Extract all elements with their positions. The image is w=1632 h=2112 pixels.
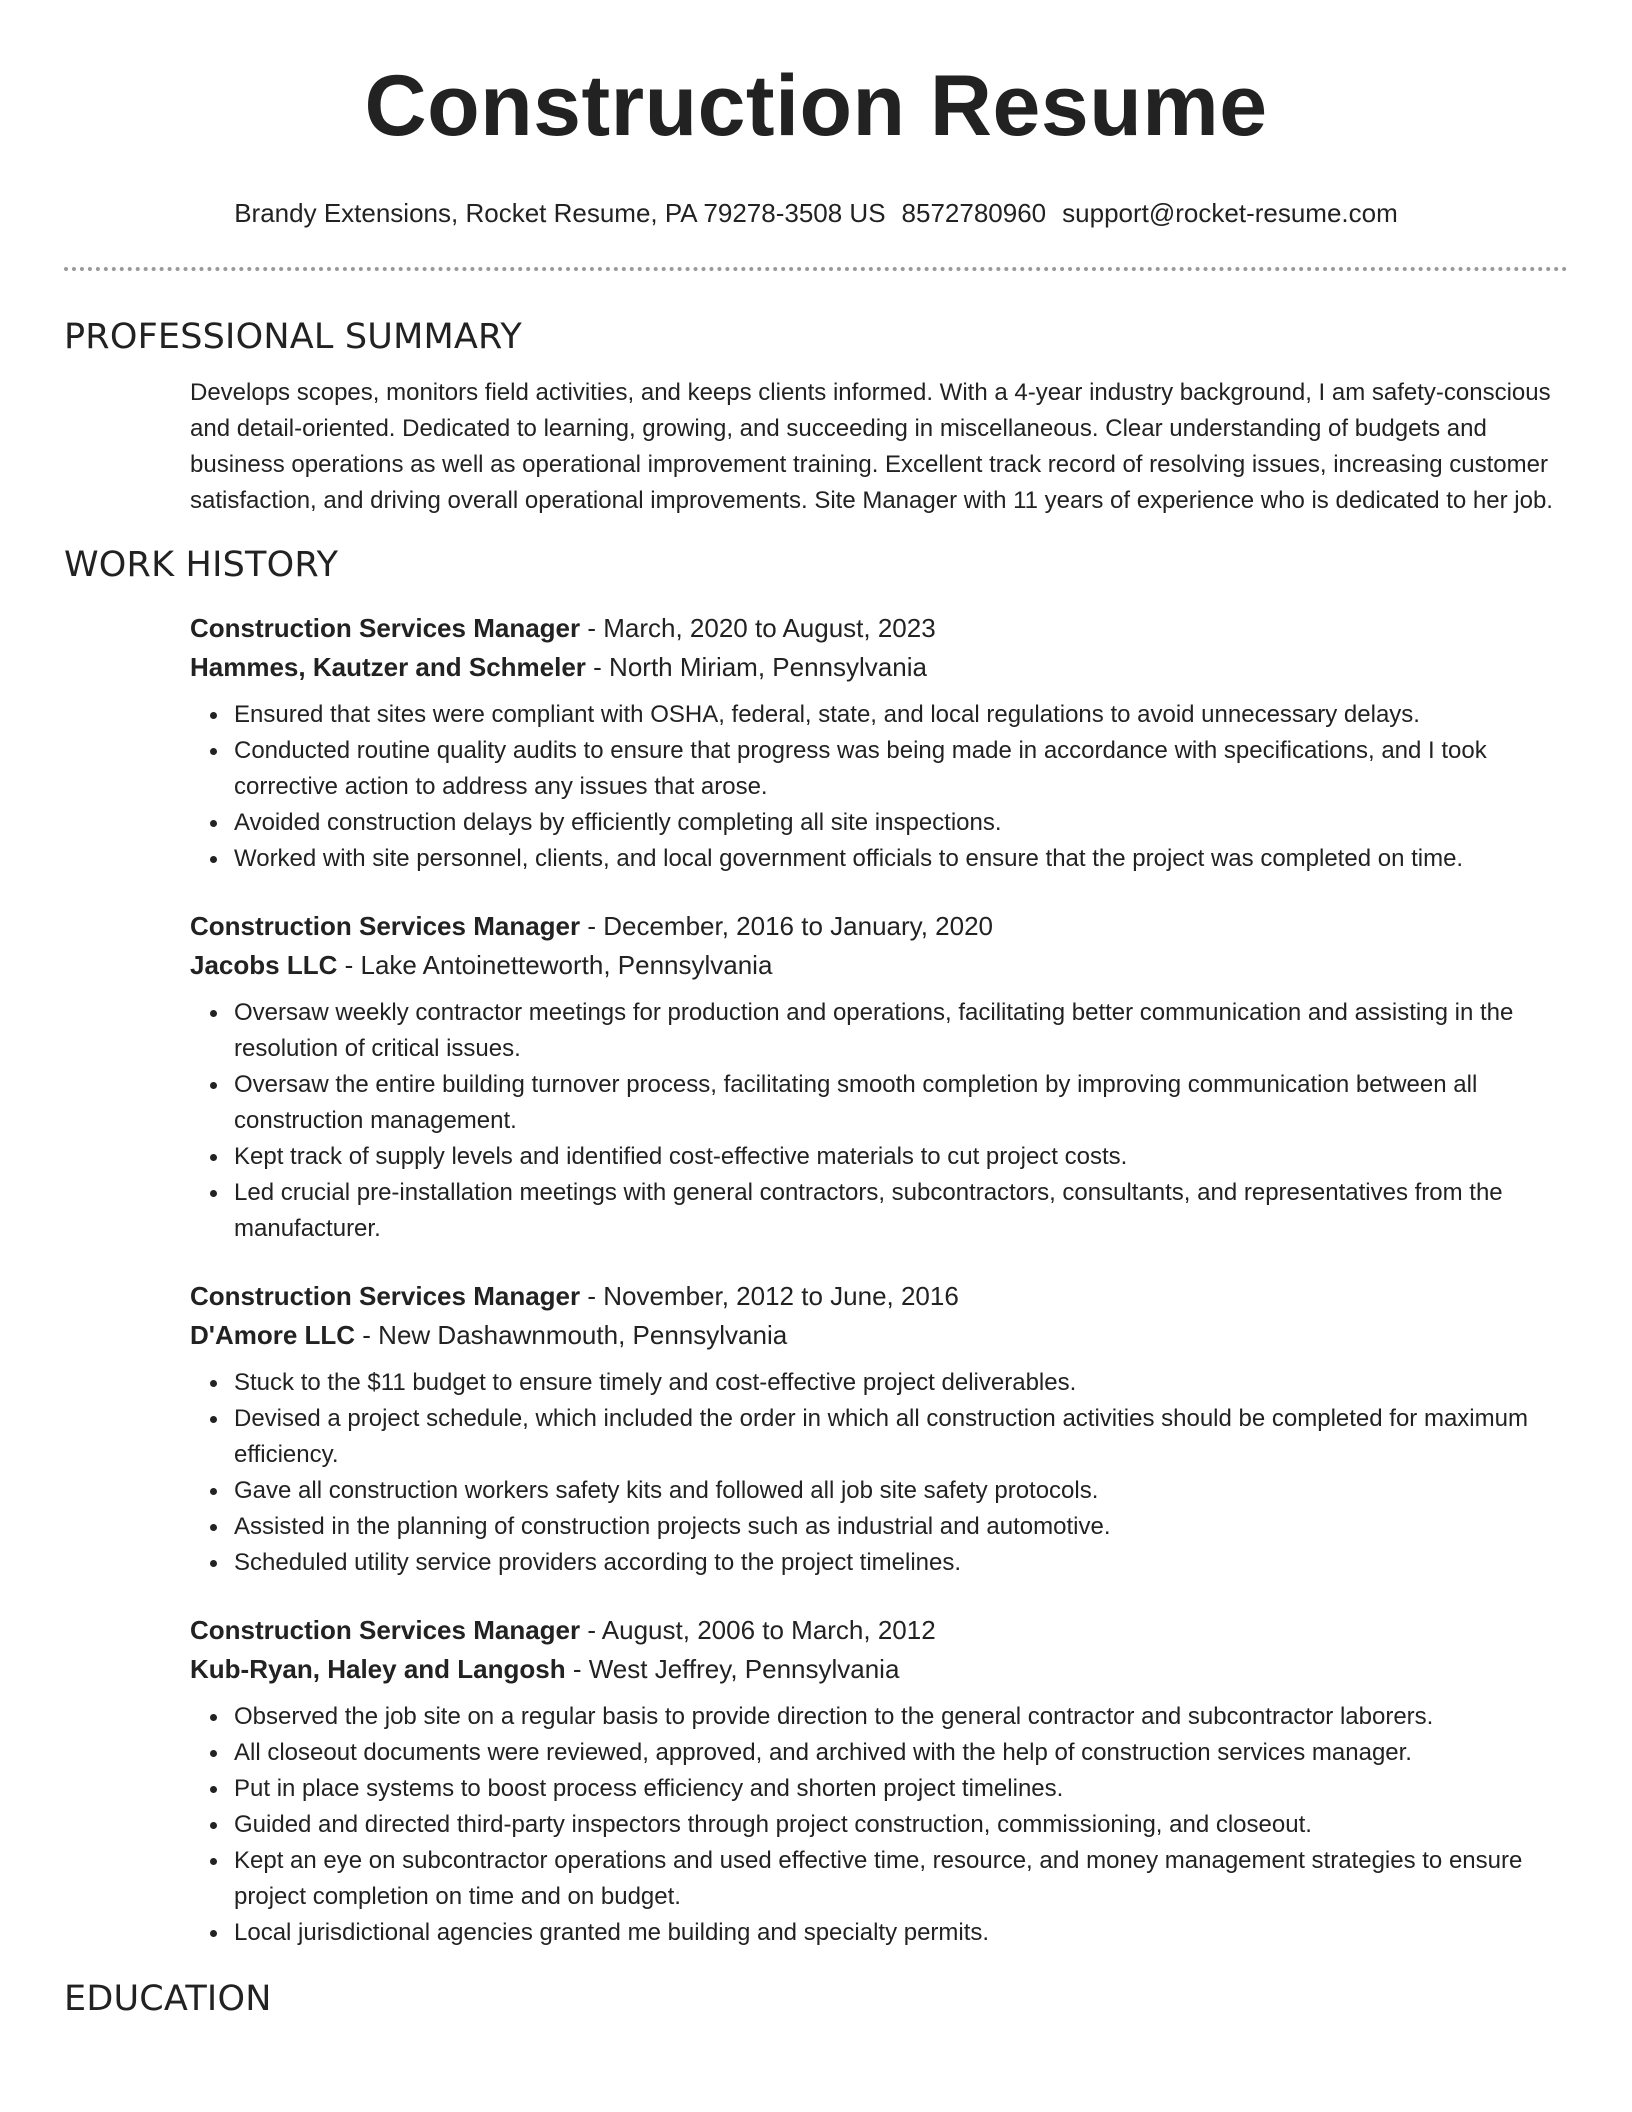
job-location: - West Jeffrey, Pennsylvania (565, 1654, 900, 1684)
job-bullet: Conducted routine quality audits to ensure that progress was being made in accordance with specifications, and I took corrective action to address any issues that arose. (190, 733, 1570, 805)
summary-heading: PROFESSIONAL SUMMARY (64, 317, 522, 357)
job-company-line (190, 1316, 1568, 1355)
job-bullet: Guided and directed third-party inspectors through project construction, commissioning, and closeout. (190, 1807, 1570, 1843)
job-title: Construction Services Manager (190, 613, 581, 643)
job-company: Hammes, Kautzer and Schmeler (190, 652, 586, 682)
job-company: D'Amore LLC (190, 1320, 356, 1350)
summary-text: Develops scopes, monitors field activities, and keeps clients informed. With a 4-year industry background, I am safety-conscious and detail-oriented. Dedicated to learning, growing, and succeeding in miscellaneous. Clear understanding of budgets and business operations as well as operational improvement training. Excellent track record of resolving issues, increasing customer satisfaction, and driving overall operational improvements. Site Manager with 11 years of experience who is dedicated to her job. (190, 379, 1553, 514)
job-location: - North Miriam, Pennsylvania (585, 652, 927, 682)
job-title-line (190, 609, 1568, 648)
contact-line (64, 198, 1568, 228)
job-title-line (190, 907, 1568, 946)
job-title: Construction Services Manager (190, 1281, 581, 1311)
job-company: Kub-Ryan, Haley and Langosh (190, 1654, 566, 1684)
job-title: Construction Services Manager (190, 1615, 581, 1645)
job-dates: - November, 2012 to June, 2016 (580, 1281, 959, 1311)
job-title: Construction Services Manager (190, 911, 581, 941)
education-heading: EDUCATION (64, 1979, 272, 2019)
job-title-line (190, 1277, 1568, 1316)
resume-page (64, 0, 1568, 2019)
job-bullets (190, 697, 1570, 877)
job-bullet: Oversaw weekly contractor meetings for production and operations, facilitating better communication and assisting in the resolution of critical issues. (190, 995, 1570, 1067)
job-bullet: Ensured that sites were compliant with OSHA, federal, state, and local regulations to avoid unnecessary delays. (190, 697, 1570, 733)
job-dates: - December, 2016 to January, 2020 (580, 911, 994, 941)
job-bullet: Oversaw the entire building turnover process, facilitating smooth completion by improving communication between all construction management. (190, 1067, 1570, 1139)
job-bullet: Led crucial pre-installation meetings with general contractors, subcontractors, consultants, and representatives from the manufacturer. (190, 1175, 1570, 1247)
job-title-line (190, 1611, 1568, 1650)
job-company-line (190, 1650, 1568, 1689)
job-bullet: Local jurisdictional agencies granted me building and specialty permits. (190, 1915, 1570, 1951)
job-entry (190, 1611, 1568, 1951)
job-bullets (190, 1699, 1570, 1951)
job-bullet: Stuck to the $11 budget to ensure timely and cost-effective project deliverables. (190, 1365, 1570, 1401)
job-location: - Lake Antoinetteworth, Pennsylvania (337, 950, 773, 980)
job-bullets (190, 1365, 1570, 1581)
job-bullet: Scheduled utility service providers according to the project timelines. (190, 1545, 1570, 1581)
job-bullet: All closeout documents were reviewed, approved, and archived with the help of construction services manager. (190, 1735, 1570, 1771)
header-divider (64, 267, 1568, 271)
job-bullet: Devised a project schedule, which included the order in which all construction activities should be completed for maximum efficiency. (190, 1401, 1570, 1473)
work-history-heading: WORK HISTORY (64, 545, 339, 585)
resume-title: Construction Resume (364, 58, 1268, 154)
contact-address: Brandy Extensions, Rocket Resume, PA 79278-3508 US (234, 198, 886, 228)
job-company: Jacobs LLC (190, 950, 338, 980)
contact-email: support@rocket-resume.com (1062, 198, 1398, 228)
job-entry (190, 609, 1568, 877)
job-bullet: Avoided construction delays by efficiently completing all site inspections. (190, 805, 1570, 841)
job-entry (190, 1277, 1568, 1581)
job-bullet: Gave all construction workers safety kits and followed all job site safety protocols. (190, 1473, 1570, 1509)
job-bullet: Assisted in the planning of construction projects such as industrial and automotive. (190, 1509, 1570, 1545)
job-entry (190, 907, 1568, 1247)
job-dates: - March, 2020 to August, 2023 (580, 613, 936, 643)
job-bullet: Observed the job site on a regular basis to provide direction to the general contractor and subcontractor laborers. (190, 1699, 1570, 1735)
job-location: - New Dashawnmouth, Pennsylvania (355, 1320, 788, 1350)
job-dates: - August, 2006 to March, 2012 (580, 1615, 936, 1645)
job-bullet: Put in place systems to boost process efficiency and shorten project timelines. (190, 1771, 1570, 1807)
contact-phone: 8572780960 (901, 198, 1047, 228)
job-bullet: Worked with site personnel, clients, and local government officials to ensure that the project was completed on time. (190, 841, 1570, 877)
job-company-line (190, 648, 1568, 687)
job-bullets (190, 995, 1570, 1247)
job-bullet: Kept track of supply levels and identified cost-effective materials to cut project costs. (190, 1139, 1570, 1175)
job-bullet: Kept an eye on subcontractor operations and used effective time, resource, and money management strategies to ensure project completion on time and on budget. (190, 1843, 1570, 1915)
job-company-line (190, 946, 1568, 985)
